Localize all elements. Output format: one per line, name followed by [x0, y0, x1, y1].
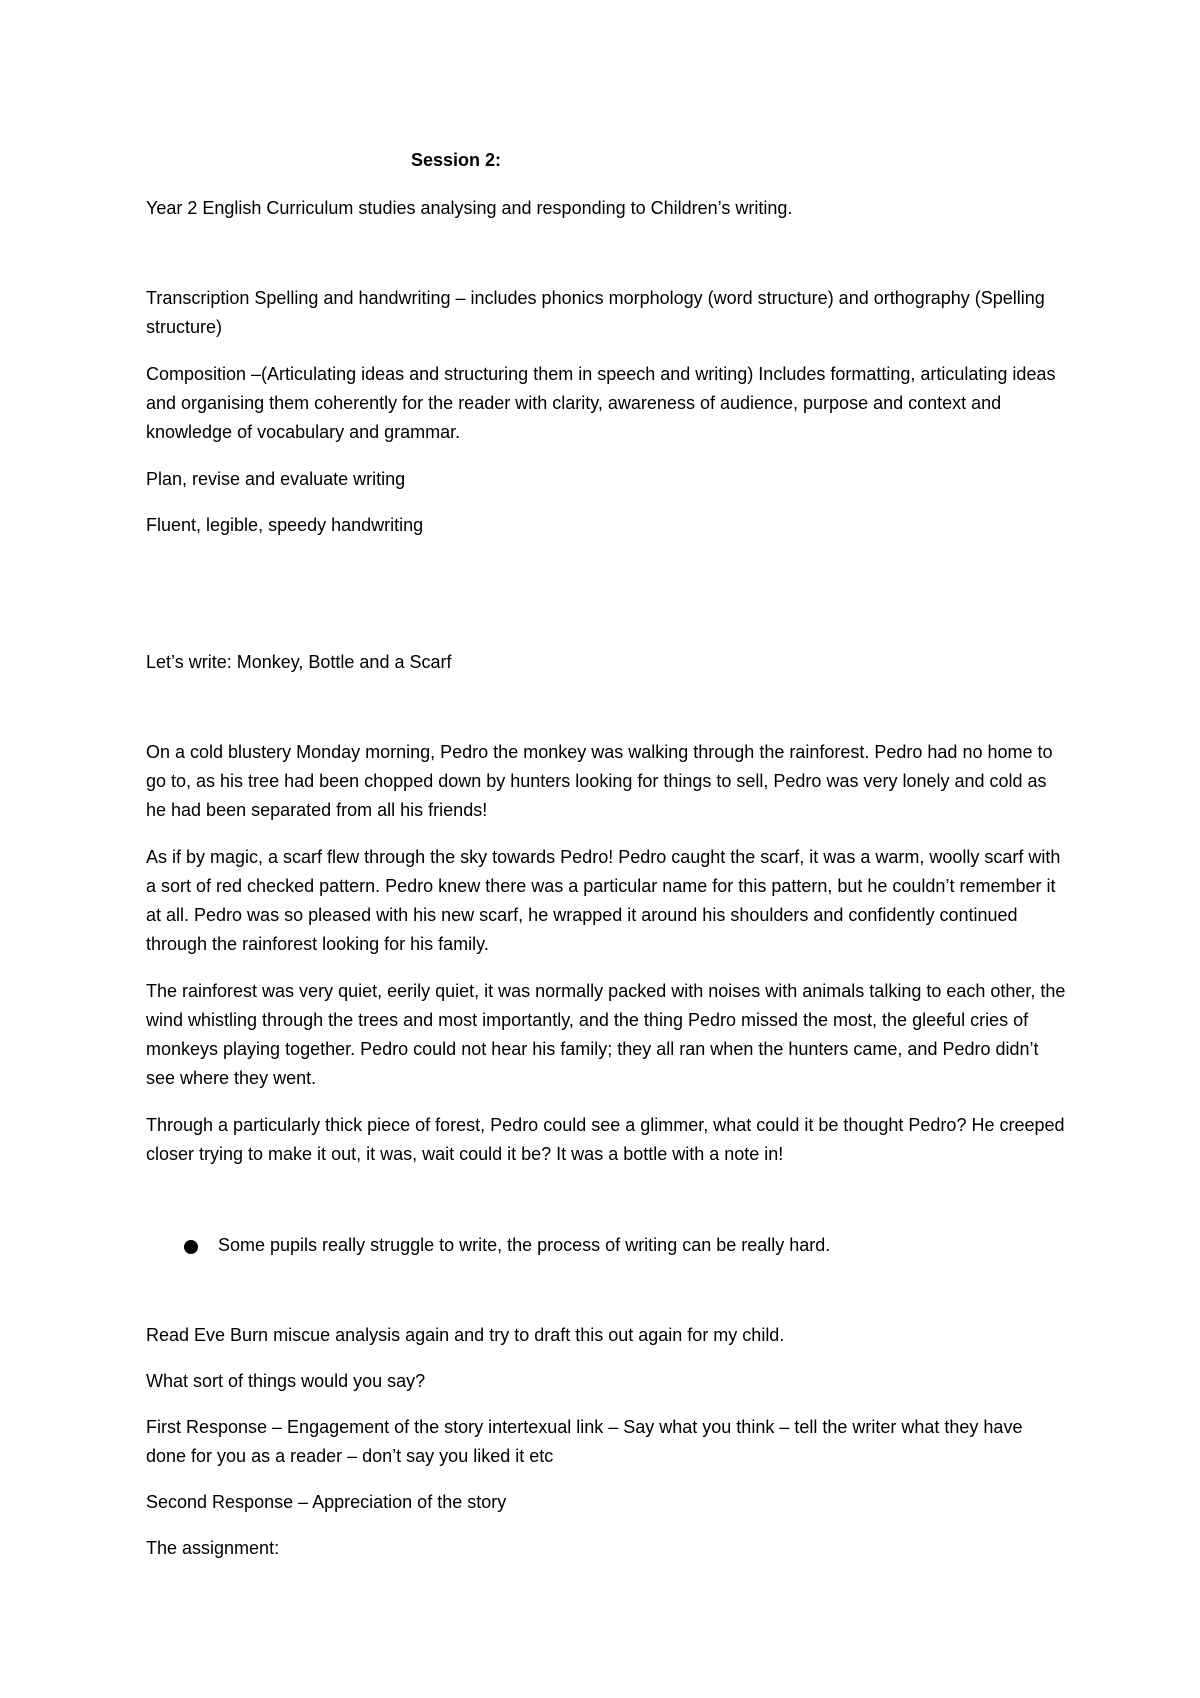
- bullet-dot-icon: [184, 1240, 198, 1254]
- first-response-paragraph: First Response – Engagement of the story intertexual link – Say what you think – tell the writer what they have done for you as a reader – don’t say you liked it etc: [146, 1417, 1023, 1466]
- transcription-paragraph: Transcription Spelling and handwriting – includes phonics morphology (word structure) and orthography (Spelling structure): [146, 288, 1045, 337]
- fluent-line: Fluent, legible, speedy handwriting: [146, 515, 424, 535]
- composition-paragraph: Composition –(Articulating ideas and structuring them in speech and writing) Includes formatting, articulating ideas and organising them coherently for the reader with clarity, awareness of audience, purpose and context and knowledge of vocabulary and grammar.: [146, 364, 1056, 442]
- subtitle-line: Year 2 English Curriculum studies analysing and responding to Children’s writing.: [146, 198, 793, 218]
- what-sort-line: What sort of things would you say?: [146, 1371, 426, 1391]
- lets-write-heading: Let’s write: Monkey, Bottle and a Scarf: [146, 652, 452, 672]
- assignment-line: The assignment:: [146, 1538, 280, 1558]
- bullet-text: Some pupils really struggle to write, the process of writing can be really hard.: [218, 1235, 831, 1255]
- story-paragraph-4: Through a particularly thick piece of forest, Pedro could see a glimmer, what could it be thought Pedro? He creeped closer trying to make it out, it was, wait could it be? It was a bottle with a note in!: [146, 1115, 1065, 1164]
- story-paragraph-1: On a cold blustery Monday morning, Pedro the monkey was walking through the rainforest. Pedro had no home to go to, as his tree had been chopped down by hunters looking for things to sell, Pedro was very lonely and cold as he had been separated from all his friends!: [146, 742, 1053, 820]
- story-paragraph-3: The rainforest was very quiet, eerily quiet, it was normally packed with noises with animals talking to each other, the wind whistling through the trees and most importantly, and the thing Pedro missed the most, the gleeful cries of monkeys playing together. Pedro could not hear his family; they all ran when the hunters came, and Pedro didn’t see where they went.: [146, 981, 1066, 1088]
- second-response-line: Second Response – Appreciation of the story: [146, 1492, 507, 1512]
- story-paragraph-2: As if by magic, a scarf flew through the sky towards Pedro! Pedro caught the scarf, it was a warm, woolly scarf with a sort of red checked pattern. Pedro knew there was a particular name for this pattern, but he couldn’t remember it at all. Pedro was so pleased with his new scarf, he wrapped it around his shoulders and confidently continued through the rainforest looking for his family.: [146, 847, 1061, 954]
- session-title: Session 2:: [411, 150, 502, 170]
- read-eve-line: Read Eve Burn miscue analysis again and try to draft this out again for my child.: [146, 1325, 785, 1345]
- plan-line: Plan, revise and evaluate writing: [146, 469, 406, 489]
